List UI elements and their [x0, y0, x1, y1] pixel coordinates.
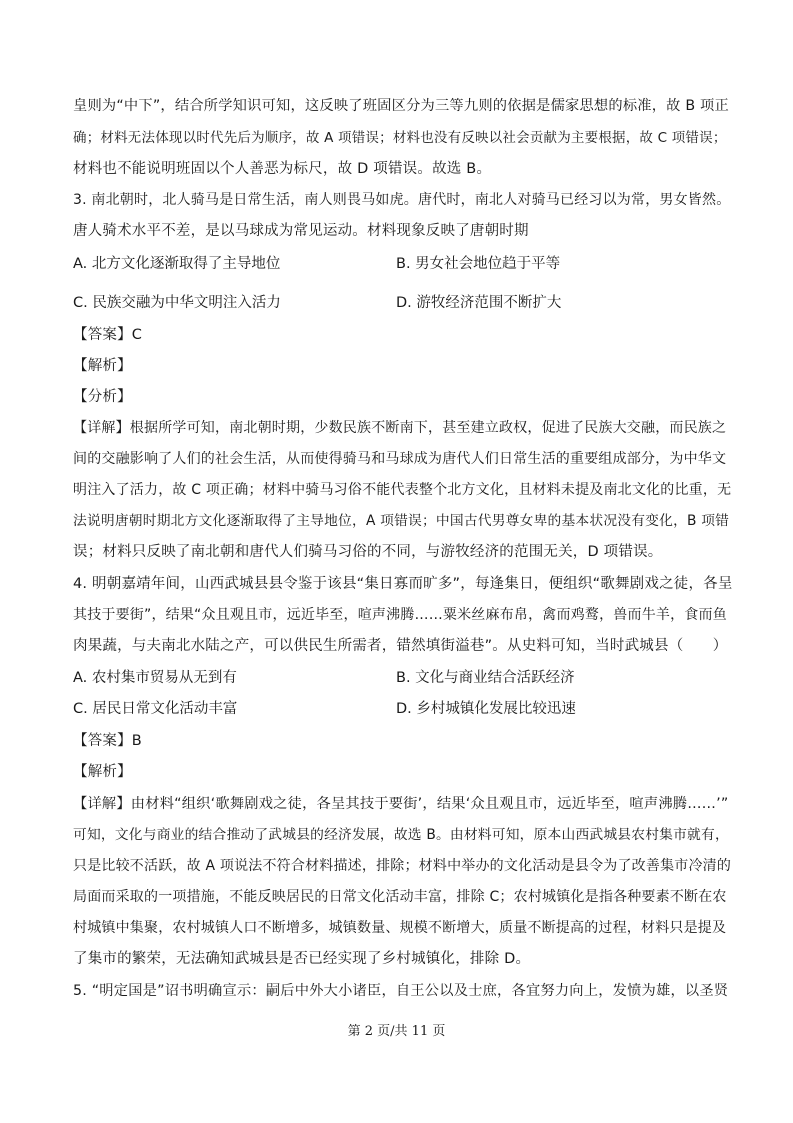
- question-3-detail: 明注入了活力，故 C 项正确；材料中骑马习俗不能代表整个北方文化，且材料未提及南北文化的比重，无: [73, 482, 732, 498]
- question-3-detail: 误；材料只反映了南北朝和唐代人们骑马习俗的不同，与游牧经济的范围无关，D 项错误。: [73, 544, 663, 560]
- question-3-option-a: A. 北方文化逐渐取得了主导地位: [73, 256, 281, 272]
- question-4-stem: 4. 明朝嘉靖年间，山西武城县县令鉴于该县“集日寡而旷多”，每逢集日，便组织“歌舞剧戏之徒，各呈: [73, 576, 733, 592]
- question-3-stem: 唐人骑术水平不差，是以马球成为常见运动。材料现象反映了唐朝时期: [73, 223, 529, 239]
- question-3-answer: 【答案】C: [73, 327, 143, 343]
- question-4-stem: 肉果蔬，与夫南北水陆之产，可以供民生所需者，错然填街溢巷”。从史料可知，当时武城县（ ）: [73, 638, 728, 654]
- question-4-option-b: B. 文化与商业结合活跃经济: [396, 670, 575, 686]
- page-number-footer: 第 2 页/共 11 页: [347, 1024, 446, 1039]
- question-3-option-c: C. 民族交融为中华文明注入活力: [73, 295, 281, 311]
- question-3-option-b: B. 男女社会地位趋于平等: [396, 256, 561, 272]
- question-3-detail: 【详解】根据所学可知，南北朝时期，少数民族不断南下，甚至建立政权，促进了民族大交融，而民族之: [73, 420, 727, 436]
- question-3-detail: 法说明唐朝时期北方文化逐渐取得了主导地位，A 项错误；中国古代男尊女卑的基本状况没有变化，B 项错: [73, 513, 730, 529]
- question-3-stem: 3. 南北朝时，北人骑马是日常生活，南人则畏马如虎。唐代时，南北人对骑马已经习以为常，男女皆然。: [73, 192, 731, 208]
- question-4-detail: 可知，文化与商业的结合推动了武城县的经济发展，故选 B。由材料可知，原本山西武城县农村集市就有，: [73, 827, 729, 843]
- question-4-option-c: C. 居民日常文化活动丰富: [73, 701, 238, 717]
- question-4-detail: 只是比较不活跃，故 A 项说法不符合材料描述，排除；材料中举办的文化活动是县令为了改善集市冷清的: [73, 858, 732, 874]
- question-4-detail: 村城镇中集聚，农村城镇人口不断增多，城镇数量、规模不断增大，质量不断提高的过程，材料只是提及: [73, 920, 727, 936]
- question-4-answer: 【答案】B: [73, 733, 142, 749]
- question-3-fenxi-heading: 【分析】: [73, 389, 132, 405]
- question-4-option-a: A. 农村集市贸易从无到有: [73, 670, 237, 686]
- text-line: 皇则为“中下”，结合所学知识可知，这反映了班固区分为三等九则的依据是儒家思想的标准，故 B 项正: [73, 98, 729, 114]
- question-4-stem: 其技于要街”，结果“众且观且市，远近毕至，喧声沸腾……粟米丝麻布帛，禽而鸡鹜，兽而牛羊，食而鱼: [73, 607, 727, 623]
- question-4-detail: 局面而采取的一项措施，不能反映居民的日常文化活动丰富，排除 C；农村城镇化是指各种要素不断在农: [73, 889, 727, 905]
- question-3-option-d: D. 游牧经济范围不断扩大: [396, 295, 562, 311]
- question-4-detail: 【详解】由材料“组织‘歌舞剧戏之徒，各呈其技于要街’，结果‘众且观且市，远近毕至，喧声沸腾……’”: [73, 796, 729, 812]
- text-line: 材料也不能说明班固以个人善恶为标尺，故 D 项错误。故选 B。: [73, 161, 492, 177]
- question-4-analysis-heading: 【解析】: [73, 764, 132, 780]
- question-4-option-d: D. 乡村城镇化发展比较迅速: [396, 701, 576, 717]
- question-3-detail: 间的交融影响了人们的社会生活，从而使得骑马和马球成为唐代人们日常生活的重要组成部分，为中华文: [73, 451, 727, 467]
- question-4-detail: 了集市的繁荣，无法确知武城县是否已经实现了乡村城镇化，排除 D。: [73, 951, 531, 967]
- question-3-analysis-heading: 【解析】: [73, 358, 132, 374]
- text-line: 确；材料无法体现以时代先后为顺序，故 A 项错误；材料也没有反映以社会贡献为主要根据，故 C 项错误；: [73, 130, 727, 146]
- question-5-stem: 5. “明定国是”诏书明确宣示：嗣后中外大小诸臣，自王公以及士庶，各宜努力向上，发愤为雄，以圣贤: [73, 983, 729, 999]
